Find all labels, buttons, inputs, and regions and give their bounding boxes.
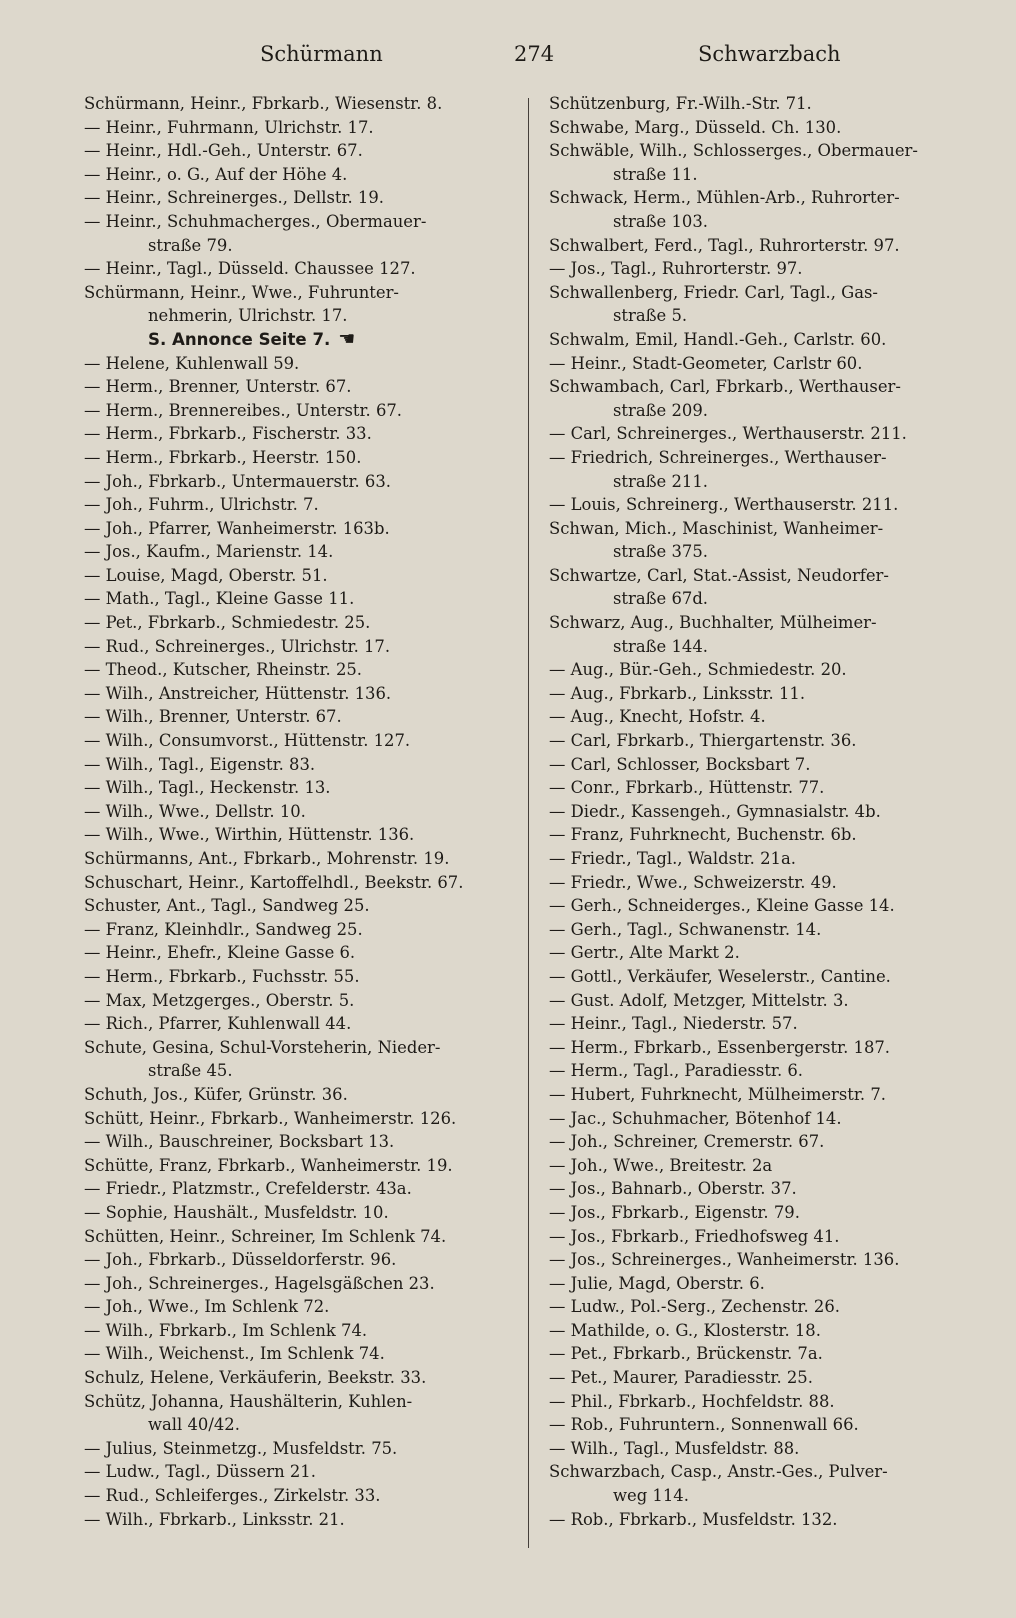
directory-entry (84, 1295, 518, 1319)
directory-entry (84, 1130, 518, 1154)
entry-text: Schwäble, Wilh., Schlosserges., Obermauer- (549, 141, 918, 161)
directory-entry (84, 422, 518, 446)
entry-text: — Wilh., Fbrkarb., Im Schlenk 74. (84, 1320, 368, 1340)
page-number: 274 (514, 42, 555, 66)
entry-text: — Friedrich, Schreinerges., Werthauser- (549, 447, 887, 467)
entry-text: — Pet., Fbrkarb., Schmiedestr. 25. (84, 613, 371, 633)
entry-text: — Heinr., Tagl., Düsseld. Chaussee 127. (84, 259, 416, 279)
directory-entry (549, 1248, 983, 1272)
directory-entry (84, 776, 518, 800)
directory-entry (549, 352, 983, 376)
entry-text: Schütten, Heinr., Schreiner, Im Schlenk 74. (84, 1226, 447, 1246)
directory-entry (549, 1036, 983, 1060)
directory-entry (84, 446, 518, 470)
entry-text: — Aug., Bür.-Geh., Schmiedestr. 20. (549, 660, 847, 680)
entry-text: — Aug., Fbrkarb., Linksstr. 11. (549, 683, 806, 703)
annonce-reference (84, 328, 518, 352)
directory-entry (549, 847, 983, 871)
entry-text: straße 144. (613, 636, 708, 656)
entry-text: — Franz, Kleinhdlr., Sandweg 25. (84, 919, 363, 939)
entry-text: — Jos., Fbrkarb., Eigenstr. 79. (549, 1202, 800, 1222)
entry-text: — Gerh., Tagl., Schwanenstr. 14. (549, 919, 822, 939)
entry-text: — Herm., Fbrkarb., Fischerstr. 33. (84, 424, 372, 444)
directory-entry (84, 1437, 518, 1461)
entry-text: — Joh., Schreinerges., Hagelsgäßchen 23. (84, 1273, 435, 1293)
entry-text: — Conr., Fbrkarb., Hüttenstr. 77. (549, 778, 825, 798)
directory-entry (549, 116, 983, 140)
directory-entry (549, 1437, 983, 1461)
entry-text: — Jos., Fbrkarb., Friedhofsweg 41. (549, 1226, 840, 1246)
entry-text: — Theod., Kutscher, Rheinstr. 25. (84, 660, 363, 680)
directory-entry (84, 375, 518, 399)
directory-entry (549, 234, 983, 258)
entry-text: — Franz, Fuhrknecht, Buchenstr. 6b. (549, 825, 857, 845)
directory-entry (84, 139, 518, 163)
entry-text: — Herm., Fbrkarb., Fuchsstr. 55. (84, 966, 360, 986)
entry-text: straße 375. (613, 542, 708, 562)
entry-text: straße 209. (613, 400, 708, 420)
directory-entry (84, 186, 518, 210)
entry-text: — Jos., Tagl., Ruhrorterstr. 97. (549, 259, 803, 279)
directory-entry (549, 564, 983, 588)
entry-text: — Joh., Fbrkarb., Düsseldorferstr. 96. (84, 1250, 397, 1270)
entry-text: — Sophie, Haushält., Musfeldstr. 10. (84, 1202, 389, 1222)
entry-text: — Helene, Kuhlenwall 59. (84, 353, 300, 373)
directory-entry (549, 1201, 983, 1225)
directory-entry (84, 1366, 518, 1390)
entry-text: — Aug., Knecht, Hofstr. 4. (549, 707, 766, 727)
directory-entry (549, 375, 983, 399)
directory-entry (549, 139, 983, 163)
entry-text: — Rob., Fuhruntern., Sonnenwall 66. (549, 1415, 859, 1435)
directory-entry (84, 894, 518, 918)
entry-text: — Heinr., Hdl.-Geh., Unterstr. 67. (84, 141, 363, 161)
entry-text: — Heinr., o. G., Auf der Höhe 4. (84, 164, 348, 184)
directory-entry (549, 1272, 983, 1296)
entry-continuation (84, 234, 518, 258)
directory-entry (84, 399, 518, 423)
entry-text: — Friedr., Platzmstr., Crefelderstr. 43a. (84, 1179, 412, 1199)
entry-continuation (549, 210, 983, 234)
directory-entry (84, 1177, 518, 1201)
entry-text: — Gottl., Verkäufer, Weselerstr., Cantine. (549, 966, 891, 986)
directory-entry (84, 918, 518, 942)
entry-text: — Wilh., Bauschreiner, Bocksbart 13. (84, 1132, 395, 1152)
directory-entry (84, 1012, 518, 1036)
directory-entry (84, 470, 518, 494)
directory-entry (84, 1225, 518, 1249)
directory-entry (84, 1319, 518, 1343)
entry-text: Schuster, Ant., Tagl., Sandweg 25. (84, 896, 370, 916)
directory-entry (549, 965, 983, 989)
directory-entry (549, 1130, 983, 1154)
entry-text: Schwallenberg, Friedr. Carl, Tagl., Gas- (549, 282, 878, 302)
entry-text: — Rud., Schleiferges., Zirkelstr. 33. (84, 1486, 381, 1506)
directory-entry (549, 1225, 983, 1249)
directory-entry (549, 281, 983, 305)
header-right-name: Schwarzbach (698, 42, 841, 66)
entry-text: Schwalbert, Ferd., Tagl., Ruhrorterstr. 97. (549, 235, 900, 255)
directory-entry (84, 965, 518, 989)
entry-text: — Herm., Fbrkarb., Heerstr. 150. (84, 447, 362, 467)
entry-text: — Wilh., Anstreicher, Hüttenstr. 136. (84, 683, 392, 703)
directory-entry (84, 635, 518, 659)
directory-entry (549, 823, 983, 847)
entry-text: — Carl, Fbrkarb., Thiergartenstr. 36. (549, 731, 857, 751)
directory-entry (549, 729, 983, 753)
entry-continuation (549, 1484, 983, 1508)
entry-text: Schwalm, Emil, Handl.-Geh., Carlstr. 60. (549, 329, 887, 349)
entry-text: Schwarzbach, Casp., Anstr.-Ges., Pulver- (549, 1462, 888, 1482)
directory-entry (549, 753, 983, 777)
directory-entry (84, 1342, 518, 1366)
entry-text: — Joh., Pfarrer, Wanheimerstr. 163b. (84, 518, 390, 538)
entry-text: — Joh., Fbrkarb., Untermauerstr. 63. (84, 471, 392, 491)
directory-entry (84, 540, 518, 564)
entry-text: — Joh., Fuhrm., Ulrichstr. 7. (84, 495, 319, 515)
entry-text: — Math., Tagl., Kleine Gasse 11. (84, 589, 355, 609)
directory-entry (549, 894, 983, 918)
entry-continuation (84, 304, 518, 328)
directory-entry (549, 1107, 983, 1131)
entry-text: — Joh., Wwe., Im Schlenk 72. (84, 1297, 330, 1317)
entry-text: — Louise, Magd, Oberstr. 51. (84, 565, 328, 585)
entry-text: wall 40/42. (148, 1415, 240, 1435)
entry-continuation (549, 470, 983, 494)
entry-text: — Heinr., Ehefr., Kleine Gasse 6. (84, 943, 356, 963)
directory-entry (549, 1177, 983, 1201)
directory-entry (84, 658, 518, 682)
entry-text: — Herm., Brenner, Unterstr. 67. (84, 377, 352, 397)
directory-entry (549, 800, 983, 824)
directory-entry (84, 257, 518, 281)
directory-entry (549, 1295, 983, 1319)
entry-text: — Wilh., Brenner, Unterstr. 67. (84, 707, 342, 727)
entry-text: straße 211. (613, 471, 708, 491)
directory-entry (549, 705, 983, 729)
entry-text: — Carl, Schreinerges., Werthauserstr. 211. (549, 424, 907, 444)
directory-entry (84, 1201, 518, 1225)
directory-entry (549, 941, 983, 965)
directory-entry (84, 517, 518, 541)
directory-entry (549, 918, 983, 942)
entry-text: — Phil., Fbrkarb., Hochfeldstr. 88. (549, 1391, 835, 1411)
directory-entry (549, 1390, 983, 1414)
entry-text: — Jos., Schreinerges., Wanheimerstr. 136. (549, 1250, 900, 1270)
directory-entry (84, 1508, 518, 1532)
directory-entry (84, 847, 518, 871)
entry-text: — Jos., Bahnarb., Oberstr. 37. (549, 1179, 797, 1199)
entry-text: — Joh., Schreiner, Cremerstr. 67. (549, 1132, 825, 1152)
entry-text: S. Annonce Seite 7. (148, 329, 331, 349)
directory-entry (549, 1460, 983, 1484)
directory-entry (84, 281, 518, 305)
directory-entry (84, 163, 518, 187)
directory-entry (549, 1012, 983, 1036)
entry-text: — Jac., Schuhmacher, Bötenhof 14. (549, 1108, 842, 1128)
entry-text: Schützenburg, Fr.-Wilh.-Str. 71. (549, 94, 812, 113)
left-column (84, 92, 518, 1531)
directory-entry (84, 1272, 518, 1296)
directory-entry (549, 776, 983, 800)
pointing-hand-icon: ☚ (338, 327, 356, 350)
directory-entry (84, 493, 518, 517)
directory-entry (549, 493, 983, 517)
entry-text: — Mathilde, o. G., Klosterstr. 18. (549, 1320, 821, 1340)
directory-entry (549, 1083, 983, 1107)
directory-entry (84, 1460, 518, 1484)
entry-text: weg 114. (613, 1486, 689, 1506)
directory-entry (549, 186, 983, 210)
directory-entry (549, 1413, 983, 1437)
entry-text: straße 103. (613, 211, 708, 231)
column-divider (528, 98, 529, 1548)
directory-entry (84, 823, 518, 847)
entry-text: — Heinr., Schreinerges., Dellstr. 19. (84, 188, 384, 208)
directory-entry (549, 871, 983, 895)
directory-entry (84, 1154, 518, 1178)
entry-text: — Ludw., Pol.-Serg., Zechenstr. 26. (549, 1297, 840, 1317)
directory-entry (549, 446, 983, 470)
entry-text: — Rich., Pfarrer, Kuhlenwall 44. (84, 1014, 352, 1034)
entry-text: Schwarz, Aug., Buchhalter, Mülheimer- (549, 613, 877, 633)
entry-text: — Diedr., Kassengeh., Gymnasialstr. 4b. (549, 801, 881, 821)
entry-text: — Max, Metzgerges., Oberstr. 5. (84, 990, 355, 1010)
entry-continuation (84, 1059, 518, 1083)
directory-entry (84, 352, 518, 376)
entry-text: — Wilh., Fbrkarb., Linksstr. 21. (84, 1509, 345, 1529)
entry-text: — Herm., Brennereibes., Unterstr. 67. (84, 400, 403, 420)
entry-continuation (549, 635, 983, 659)
entry-text: — Julius, Steinmetzg., Musfeldstr. 75. (84, 1438, 398, 1458)
entry-text: — Wilh., Wwe., Dellstr. 10. (84, 801, 306, 821)
directory-entry (549, 328, 983, 352)
entry-text: Schürmann, Heinr., Wwe., Fuhrunter- (84, 282, 399, 302)
entry-text: Schwartze, Carl, Stat.-Assist, Neudorfer- (549, 565, 889, 585)
entry-text: — Louis, Schreinerg., Werthauserstr. 211. (549, 495, 899, 515)
directory-entry (84, 753, 518, 777)
entry-text: — Julie, Magd, Oberstr. 6. (549, 1273, 765, 1293)
entry-text: — Gertr., Alte Markt 2. (549, 943, 740, 963)
directory-entry (84, 611, 518, 635)
directory-entry (549, 517, 983, 541)
entry-text: — Hubert, Fuhrknecht, Mülheimerstr. 7. (549, 1084, 886, 1104)
entry-continuation (549, 163, 983, 187)
entry-text: Schuth, Jos., Küfer, Grünstr. 36. (84, 1084, 348, 1104)
entry-text: — Joh., Wwe., Breitestr. 2a (549, 1155, 773, 1175)
entry-text: — Heinr., Fuhrmann, Ulrichstr. 17. (84, 117, 374, 137)
directory-entry (549, 1154, 983, 1178)
entry-text: — Ludw., Tagl., Düssern 21. (84, 1462, 316, 1482)
entry-text: Schwabe, Marg., Düsseld. Ch. 130. (549, 117, 842, 137)
entry-text: — Wilh., Consumvorst., Hüttenstr. 127. (84, 731, 411, 751)
directory-entry (84, 729, 518, 753)
directory-entry (549, 1319, 983, 1343)
entry-text: — Heinr., Schuhmacherges., Obermauer- (84, 211, 427, 231)
directory-entry (84, 1083, 518, 1107)
directory-entry (549, 1342, 983, 1366)
entry-text: — Heinr., Stadt-Geometer, Carlstr 60. (549, 353, 863, 373)
directory-entry (549, 989, 983, 1013)
entry-text: Schürmann, Heinr., Fbrkarb., Wiesenstr. 8. (84, 94, 443, 113)
entry-text: — Herm., Tagl., Paradiesstr. 6. (549, 1061, 804, 1081)
directory-entry (549, 1508, 983, 1532)
entry-text: Schuschart, Heinr., Kartoffelhdl., Beekstr. 67. (84, 872, 464, 892)
entry-text: — Pet., Fbrkarb., Brückenstr. 7a. (549, 1344, 823, 1364)
entry-text: — Heinr., Tagl., Niederstr. 57. (549, 1014, 798, 1034)
directory-entry (84, 871, 518, 895)
directory-entry (84, 116, 518, 140)
entry-text: — Gust. Adolf, Metzger, Mittelstr. 3. (549, 990, 849, 1010)
right-column (549, 92, 983, 1531)
entry-text: — Wilh., Tagl., Eigenstr. 83. (84, 754, 316, 774)
directory-entry (84, 1107, 518, 1131)
entry-text: — Friedr., Wwe., Schweizerstr. 49. (549, 872, 837, 892)
entry-text: straße 5. (613, 306, 688, 326)
directory-entry (84, 210, 518, 234)
directory-entry (84, 705, 518, 729)
entry-text: — Gerh., Schneiderges., Kleine Gasse 14. (549, 896, 895, 916)
entry-continuation (549, 304, 983, 328)
entry-text: — Pet., Maurer, Paradiesstr. 25. (549, 1368, 813, 1388)
directory-entry (549, 92, 983, 116)
directory-entry (84, 941, 518, 965)
entry-text: — Herm., Fbrkarb., Essenbergerstr. 187. (549, 1037, 891, 1057)
directory-entry (549, 611, 983, 635)
directory-entry (84, 1036, 518, 1060)
entry-text: straße 79. (148, 235, 233, 255)
entry-text: — Wilh., Weichenst., Im Schlenk 74. (84, 1344, 385, 1364)
entry-continuation (84, 1413, 518, 1437)
entry-text: — Wilh., Tagl., Musfeldstr. 88. (549, 1438, 800, 1458)
entry-text: nehmerin, Ulrichstr. 17. (148, 306, 348, 326)
entry-continuation (549, 540, 983, 564)
entry-text: Schwack, Herm., Mühlen-Arb., Ruhrorter- (549, 188, 900, 208)
entry-text: — Carl, Schlosser, Bocksbart 7. (549, 754, 811, 774)
directory-entry (84, 1248, 518, 1272)
entry-text: Schwambach, Carl, Fbrkarb., Werthauser- (549, 377, 901, 397)
directory-entry (549, 658, 983, 682)
entry-text: straße 45. (148, 1061, 233, 1081)
entry-continuation (549, 587, 983, 611)
directory-entry (549, 1059, 983, 1083)
entry-text: Schütte, Franz, Fbrkarb., Wanheimerstr. 19. (84, 1155, 453, 1175)
directory-entry (84, 682, 518, 706)
entry-text: Schute, Gesina, Schul-Vorsteherin, Nieder- (84, 1037, 441, 1057)
directory-entry (549, 1366, 983, 1390)
page-header (84, 42, 841, 76)
entry-continuation (549, 399, 983, 423)
entry-text: Schütz, Johanna, Haushälterin, Kuhlen- (84, 1391, 413, 1411)
directory-entry (84, 1390, 518, 1414)
entry-text: Schwan, Mich., Maschinist, Wanheimer- (549, 518, 884, 538)
directory-entry (84, 564, 518, 588)
entry-text: — Rob., Fbrkarb., Musfeldstr. 132. (549, 1509, 838, 1529)
directory-entry (549, 682, 983, 706)
directory-entry (84, 1484, 518, 1508)
directory-entry (84, 989, 518, 1013)
entry-text: — Friedr., Tagl., Waldstr. 21a. (549, 849, 796, 868)
directory-entry (84, 800, 518, 824)
entry-text: — Wilh., Wwe., Wirthin, Hüttenstr. 136. (84, 825, 415, 845)
entry-text: — Wilh., Tagl., Heckenstr. 13. (84, 778, 331, 798)
entry-text: — Rud., Schreinerges., Ulrichstr. 17. (84, 636, 391, 656)
directory-entry (84, 587, 518, 611)
entry-text: Schürmanns, Ant., Fbrkarb., Mohrenstr. 19. (84, 849, 450, 868)
directory-entry (84, 92, 518, 116)
entry-text: Schütt, Heinr., Fbrkarb., Wanheimerstr. 126. (84, 1108, 457, 1128)
header-left-name: Schürmann (260, 42, 383, 66)
directory-entry (549, 422, 983, 446)
entry-text: straße 67d. (613, 589, 709, 609)
entry-text: Schulz, Helene, Verkäuferin, Beekstr. 33. (84, 1368, 427, 1388)
entry-text: — Jos., Kaufm., Marienstr. 14. (84, 542, 334, 562)
directory-entry (549, 257, 983, 281)
entry-text: straße 11. (613, 164, 698, 184)
